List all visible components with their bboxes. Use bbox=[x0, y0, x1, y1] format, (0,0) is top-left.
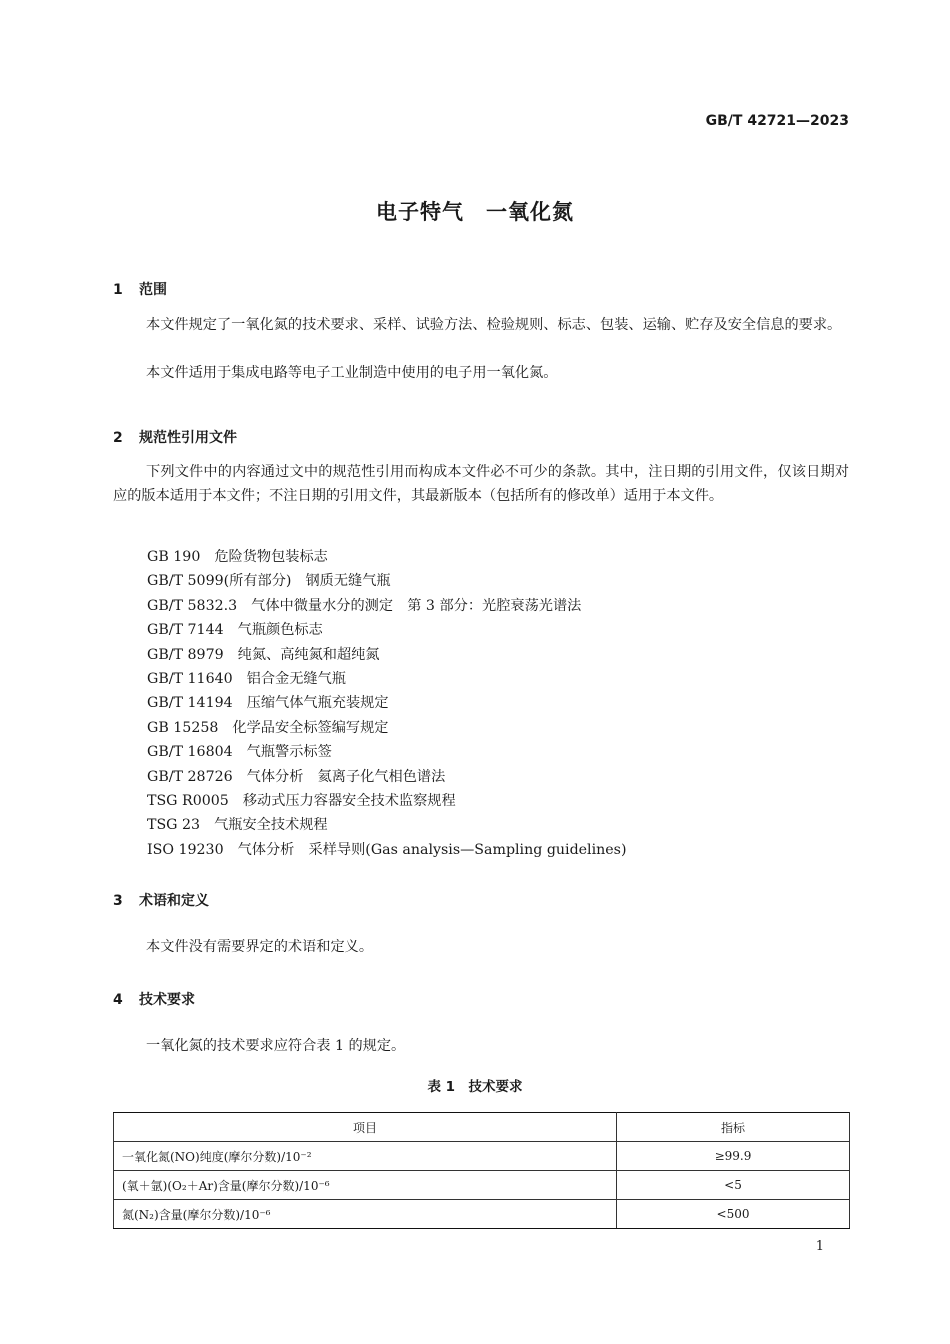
reference-title: 纯氮、高纯氮和超纯氮 bbox=[237, 646, 380, 663]
page-number: 1 bbox=[815, 1239, 824, 1254]
section-title: 规范性引用文件 bbox=[139, 430, 237, 446]
table-caption: 表 1 技术要求 bbox=[427, 1079, 523, 1095]
reference-title: 气瓶警示标签 bbox=[246, 744, 332, 761]
reference-list bbox=[147, 545, 627, 862]
reference-code: GB/T 14194 bbox=[147, 695, 233, 712]
tech-paragraph: 一氧化氮的技术要求应符合表 1 的规定。 bbox=[146, 1038, 406, 1054]
reference-item bbox=[147, 618, 627, 642]
reference-item bbox=[147, 643, 627, 667]
table-cell-item: 一氧化氮(NO)纯度(摩尔分数)/10⁻² bbox=[114, 1142, 617, 1171]
document-title: 电子特气 一氧化氮 bbox=[376, 200, 574, 224]
reference-item bbox=[147, 691, 627, 715]
section-1-heading bbox=[113, 279, 167, 299]
reference-item bbox=[147, 789, 627, 813]
reference-title: 移动式压力容器安全技术监察规程 bbox=[242, 793, 456, 810]
reference-code: GB 15258 bbox=[147, 719, 219, 736]
reference-title: 气体分析 采样导则(Gas analysis—Sampling guidelines) bbox=[237, 841, 627, 858]
reference-title: 危险货物包装标志 bbox=[214, 549, 328, 565]
reference-item bbox=[147, 838, 627, 862]
section-4-heading bbox=[113, 989, 195, 1009]
reference-code: GB/T 5832.3 bbox=[147, 597, 238, 614]
table-header-row bbox=[114, 1113, 850, 1142]
reference-item bbox=[147, 813, 627, 837]
reference-code: TSG 23 bbox=[147, 817, 201, 834]
table-cell-item: 氮(N₂)含量(摩尔分数)/10⁻⁶ bbox=[114, 1200, 617, 1229]
section-title: 技术要求 bbox=[139, 992, 195, 1008]
reference-item bbox=[147, 765, 627, 789]
reference-code: TSG R0005 bbox=[147, 793, 229, 810]
table-cell-value: <5 bbox=[617, 1171, 850, 1200]
section-number: 3 bbox=[113, 893, 123, 909]
reference-item bbox=[147, 667, 627, 691]
table-row bbox=[114, 1142, 850, 1171]
table-cell-item: (氧＋氩)(O₂＋Ar)含量(摩尔分数)/10⁻⁶ bbox=[114, 1171, 617, 1200]
reference-code: GB 190 bbox=[147, 549, 201, 565]
scope-paragraph-1: 本文件规定了一氧化氮的技术要求、采样、试验方法、检验规则、标志、包装、运输、贮存及安全信息的要求。 bbox=[146, 317, 842, 333]
table-cell-value: <500 bbox=[617, 1200, 850, 1229]
references-intro: 下列文件中的内容通过文中的规范性引用而构成本文件必不可少的条款。其中，注日期的引用文件，仅该日期对应的版本适用于本文件；不注日期的引用文件，其最新版本（包括所有的修改单）适用于本文件。 bbox=[113, 464, 849, 504]
column-header-item: 项目 bbox=[114, 1113, 617, 1142]
reference-code: GB/T 16804 bbox=[147, 744, 233, 761]
section-title: 范围 bbox=[139, 282, 167, 298]
reference-title: 气体中微量水分的测定 第 3 部分：光腔衰荡光谱法 bbox=[251, 597, 582, 614]
reference-code: GB/T 28726 bbox=[147, 768, 233, 785]
reference-title: 气瓶安全技术规程 bbox=[214, 817, 328, 834]
standard-code: GB/T 42721—2023 bbox=[705, 113, 849, 129]
table-row bbox=[114, 1200, 850, 1229]
column-header-value: 指标 bbox=[617, 1113, 850, 1142]
reference-item bbox=[147, 569, 627, 593]
section-number: 4 bbox=[113, 992, 123, 1008]
reference-title: 化学品安全标签编写规定 bbox=[232, 719, 389, 736]
reference-title: 压缩气体气瓶充装规定 bbox=[246, 695, 389, 712]
reference-code: GB/T 7144 bbox=[147, 622, 224, 639]
reference-item bbox=[147, 716, 627, 740]
section-number: 2 bbox=[113, 430, 123, 446]
reference-code: GB/T 5099(所有部分) bbox=[147, 573, 292, 590]
reference-title: 气瓶颜色标志 bbox=[237, 622, 323, 639]
section-3-heading bbox=[113, 890, 209, 910]
reference-title: 钢质无缝气瓶 bbox=[305, 573, 391, 590]
section-title: 术语和定义 bbox=[139, 893, 209, 909]
reference-item bbox=[147, 594, 627, 618]
reference-code: GB/T 11640 bbox=[147, 671, 233, 688]
reference-code: GB/T 8979 bbox=[147, 646, 224, 663]
section-2-heading bbox=[113, 427, 237, 447]
reference-code: ISO 19230 bbox=[147, 841, 224, 858]
terms-paragraph: 本文件没有需要界定的术语和定义。 bbox=[146, 939, 374, 955]
reference-title: 气体分析 氦离子化气相色谱法 bbox=[246, 768, 446, 785]
reference-item bbox=[147, 545, 627, 569]
reference-title: 铝合金无缝气瓶 bbox=[246, 671, 346, 688]
technical-requirements-table bbox=[113, 1112, 850, 1229]
section-number: 1 bbox=[113, 282, 123, 298]
table-cell-value: ≥99.9 bbox=[617, 1142, 850, 1171]
reference-item bbox=[147, 740, 627, 764]
scope-paragraph-2: 本文件适用于集成电路等电子工业制造中使用的电子用一氧化氮。 bbox=[146, 365, 558, 381]
table-row bbox=[114, 1171, 850, 1200]
